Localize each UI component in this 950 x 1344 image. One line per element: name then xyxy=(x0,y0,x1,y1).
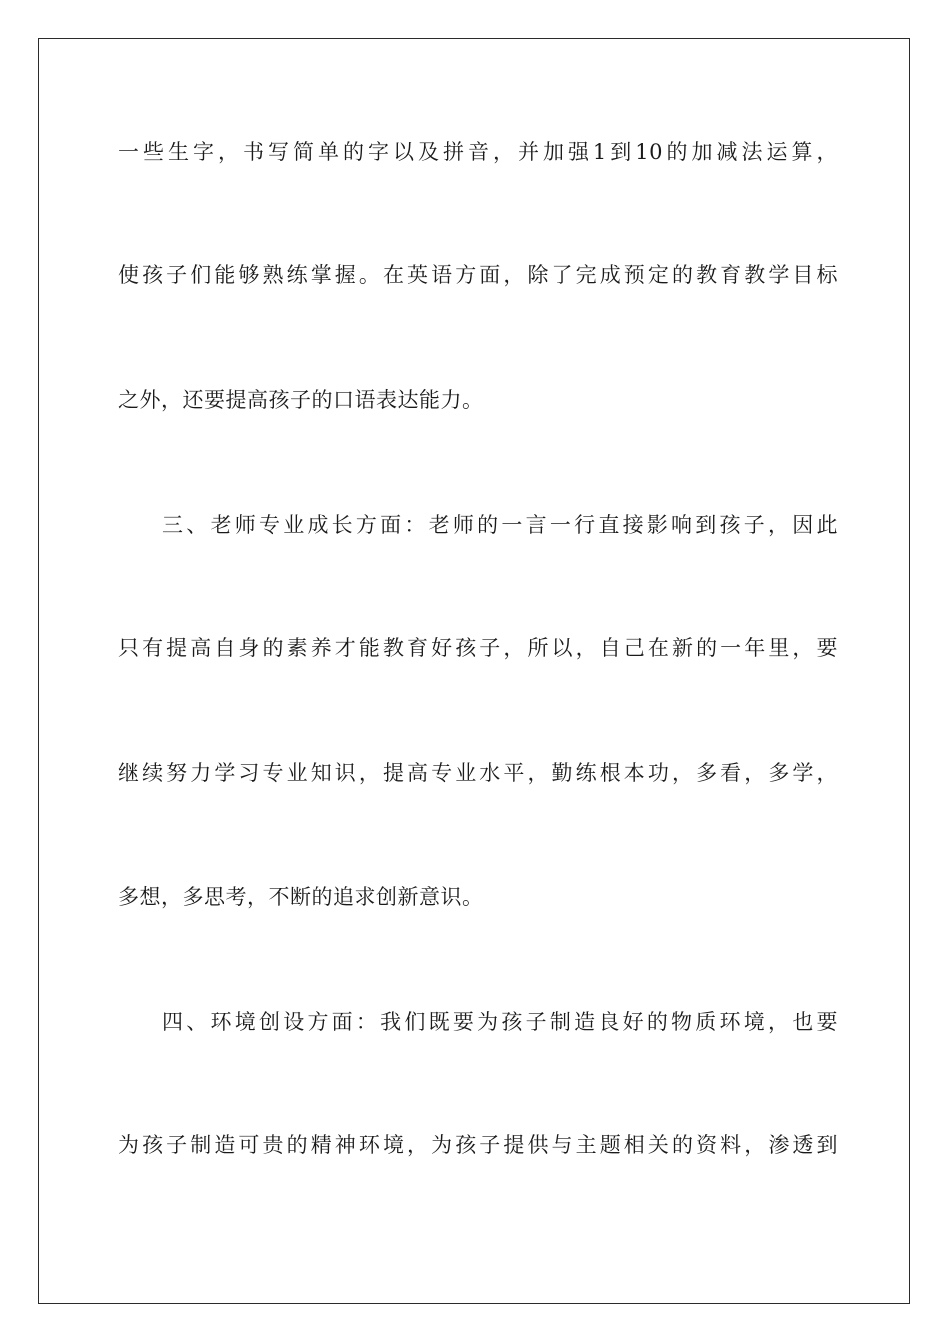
paragraph-line-3: 之外，还要提高孩子的口语表达能力。 xyxy=(118,388,484,412)
paragraph-line-5: 只有提高自身的素养才能教育好孩子，所以，自己在新的一年里，要 xyxy=(118,636,838,660)
paragraph-line-7: 多想，多思考，不断的追求创新意识。 xyxy=(118,885,484,909)
paragraph-line-4: 三、老师专业成长方面：老师的一言一行直接影响到孩子，因此 xyxy=(162,513,838,537)
paragraph-line-8: 四、环境创设方面：我们既要为孩子制造良好的物质环境，也要 xyxy=(162,1010,838,1034)
paragraph-line-6: 继续努力学习专业知识，提高专业水平，勤练根本功，多看，多学， xyxy=(118,761,838,785)
page-border xyxy=(38,38,910,1304)
paragraph-line-1: 一些生字，书写简单的字以及拼音，并加强1到10的加减法运算， xyxy=(118,140,838,164)
paragraph-line-9: 为孩子制造可贵的精神环境，为孩子提供与主题相关的资料，渗透到 xyxy=(118,1133,838,1157)
paragraph-line-2: 使孩子们能够熟练掌握。在英语方面，除了完成预定的教育教学目标 xyxy=(118,263,838,287)
